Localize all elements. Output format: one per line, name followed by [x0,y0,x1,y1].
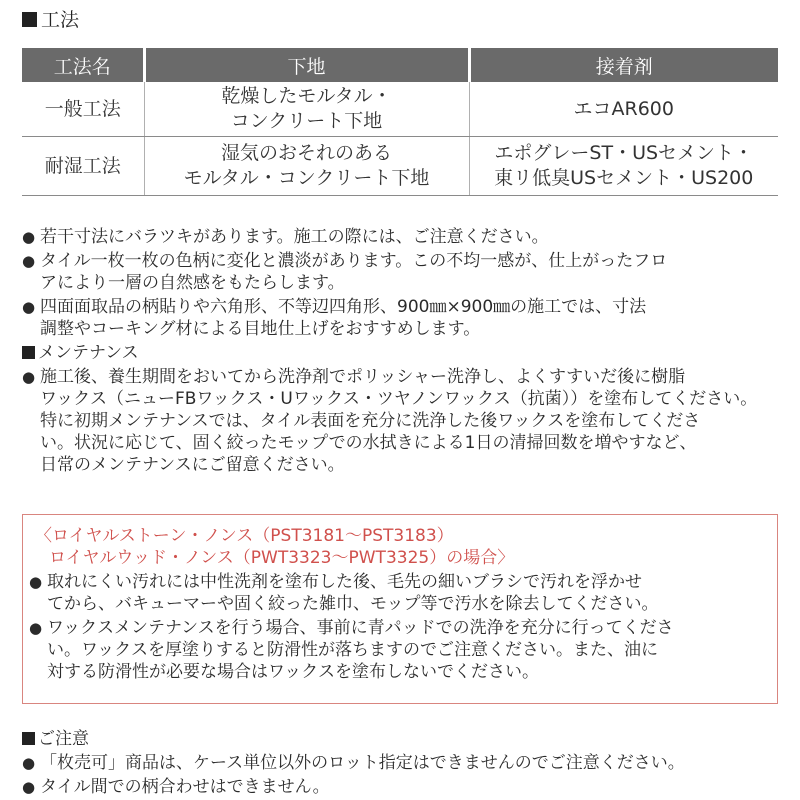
section-title: 工法 [41,9,80,31]
cell-adhesive [469,82,778,137]
table-row [22,82,778,137]
table-header-row [22,48,778,82]
bullet-icon: ● [22,754,36,772]
list-item [22,366,782,476]
note-line: タイル間での柄合わせはできません。 [40,777,330,797]
bullet-icon: ● [22,298,36,316]
bullet-icon: ● [22,778,36,796]
note-line: 調整やコーキング材による目地仕上げをおすすめします。 [40,319,481,339]
cell-adhesive-line: エポグレーST・USセメント・ [494,142,754,164]
cell-method: 一般工法 [22,82,144,137]
list-item [29,571,773,615]
square-marker-icon [22,346,35,359]
bullet-icon: ● [22,368,36,386]
list-item [22,250,782,294]
construction-method-table [22,48,778,196]
note-line: 対する防滑性が必要な場合はワックスを塗布しないでください。 [47,662,539,682]
cell-adhesive [469,137,778,196]
list-item [22,296,782,340]
general-notes [22,226,782,478]
cell-base-line: モルタル・コンクリート下地 [183,167,430,189]
maintenance-title: メンテナンス [38,343,139,363]
caution-notes [22,728,782,800]
notice-heading-line: ロイヤルウッド・ノンス（PWT3323～PWT3325）の場合〉 [49,548,515,568]
note-line: い。状況に応じて、固く絞ったモップでの水拭きによる1日の清掃回数を増やすなど、 [40,433,697,453]
cell-method: 耐湿工法 [22,137,144,196]
header-adhesive: 接着剤 [469,48,778,82]
notice-heading-line: 〈ロイヤルストーン・ノンス（PST3181～PST3183） [35,526,454,546]
product-notice-box [22,514,778,704]
caution-title: ご注意 [38,729,89,749]
cell-adhesive-line: エコAR600 [573,97,674,120]
cell-base-line: 乾燥したモルタル・ [221,85,392,107]
note-line: 「枚売可」商品は、ケース単位以外のロット指定はできませんのでご注意ください。 [40,753,685,773]
square-marker-icon [22,732,35,745]
notice-heading [35,525,514,569]
bullet-icon: ● [29,573,43,591]
note-line: 施工後、養生期間をおいてから洗浄剤でポリッシャー洗浄し、よくすすいだ後に樹脂 [40,367,686,387]
list-item [29,617,773,683]
bullet-icon: ● [29,619,43,637]
cell-adhesive-line: 東リ低臭USセメント・US200 [494,167,754,189]
cell-base-line: 湿気のおそれのある [220,142,392,164]
square-marker-icon [22,12,37,27]
note-line: てから、バキューマーや固く絞った雑巾、モップ等で汚水を除去してください。 [47,594,659,614]
note-line: 四面面取品の柄貼りや六角形、不等辺四角形、900㎜×900㎜の施工では、寸法 [40,297,647,317]
note-line: 日常のメンテナンスにご留意ください。 [40,455,345,475]
note-line: い。ワックスを厚塗りすると防滑性が落ちますのでご注意ください。また、油に [47,640,658,660]
caution-heading [22,728,782,750]
list-item [22,752,782,774]
cell-base [144,137,469,196]
header-base: 下地 [144,48,469,82]
maintenance-heading [22,342,782,364]
list-item [22,226,782,248]
note-line: アにより一層の自然感をもたらします。 [40,273,345,293]
list-item [22,776,782,798]
cell-base [144,82,469,137]
note-line: 特に初期メンテナンスでは、タイル表面を充分に洗浄した後ワックスを塗布してくださ [40,411,701,431]
section-heading [22,8,79,32]
note-line: ワックスメンテナンスを行う場合、事前に青パッドでの洗浄を充分に行ってくださ [47,618,674,638]
note-line: ワックス（ニューFBワックス・Uワックス・ツヤノンワックス（抗菌））を塗布してください。 [40,389,758,409]
table-row [22,137,778,196]
note-line: タイル一枚一枚の色柄に変化と濃淡があります。この不均一感が、仕上がったフロ [40,251,668,271]
bullet-icon: ● [22,228,36,246]
note-line: 若干寸法にバラツキがあります。施工の際には、ご注意ください。 [40,227,549,247]
bullet-icon: ● [22,252,36,270]
header-method: 工法名 [22,48,144,82]
cell-base-line: コンクリート下地 [230,110,383,132]
note-line: 取れにくい汚れには中性洗剤を塗布した後、毛先の細いブラシで汚れを浮かせ [47,572,642,592]
notice-notes [29,571,773,685]
